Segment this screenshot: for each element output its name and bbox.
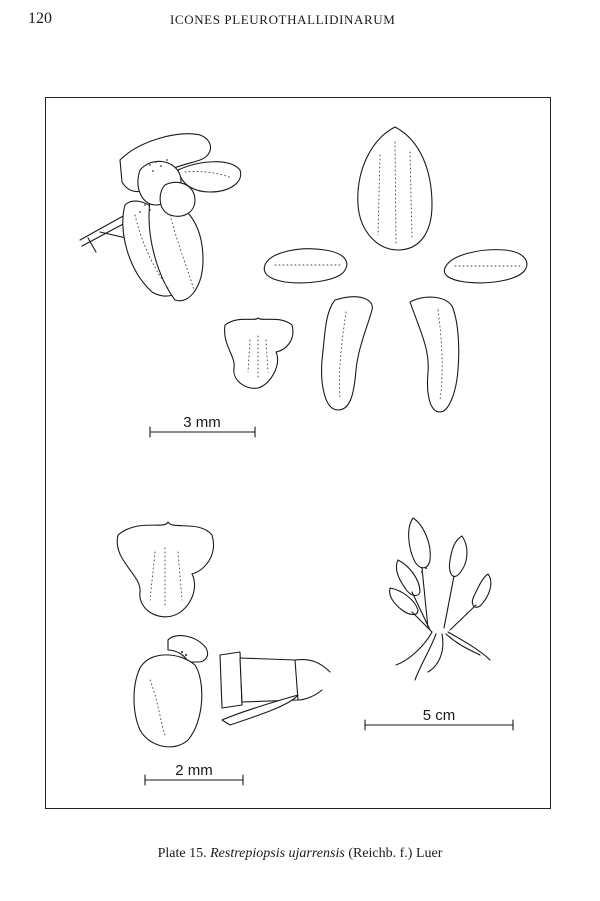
running-head: ICONES PLEUROTHALLIDINARUM xyxy=(170,12,396,27)
caption-prefix: Plate 15. xyxy=(157,846,207,861)
dorsal-sepal-illustration-icon xyxy=(358,127,432,250)
whole-plant-illustration-icon xyxy=(390,518,491,680)
caption-species: Restrepiopsis ujarrensis xyxy=(210,846,345,861)
scale-bar-label-5cm: 5 cm xyxy=(422,707,456,724)
scale-bar-2mm xyxy=(145,762,243,785)
plate-caption xyxy=(0,846,600,862)
caption-authority: (Reichb. f.) Luer xyxy=(348,846,443,861)
scale-bar-3mm xyxy=(150,414,255,437)
scale-bar-5cm xyxy=(365,707,513,730)
page-number: 120 xyxy=(28,10,52,27)
scale-bar-label-2mm: 2 mm xyxy=(175,762,213,779)
lip-lower-illustration-icon xyxy=(117,522,213,617)
lateral-sepal-illustration-icon xyxy=(322,297,459,412)
flower-illustration-icon xyxy=(80,134,241,301)
column-illustration-icon xyxy=(134,636,330,747)
lip-illustration-icon xyxy=(225,318,293,388)
scale-bar-label-3mm: 3 mm xyxy=(183,414,221,431)
lateral-petal-illustration-icon xyxy=(264,249,527,283)
